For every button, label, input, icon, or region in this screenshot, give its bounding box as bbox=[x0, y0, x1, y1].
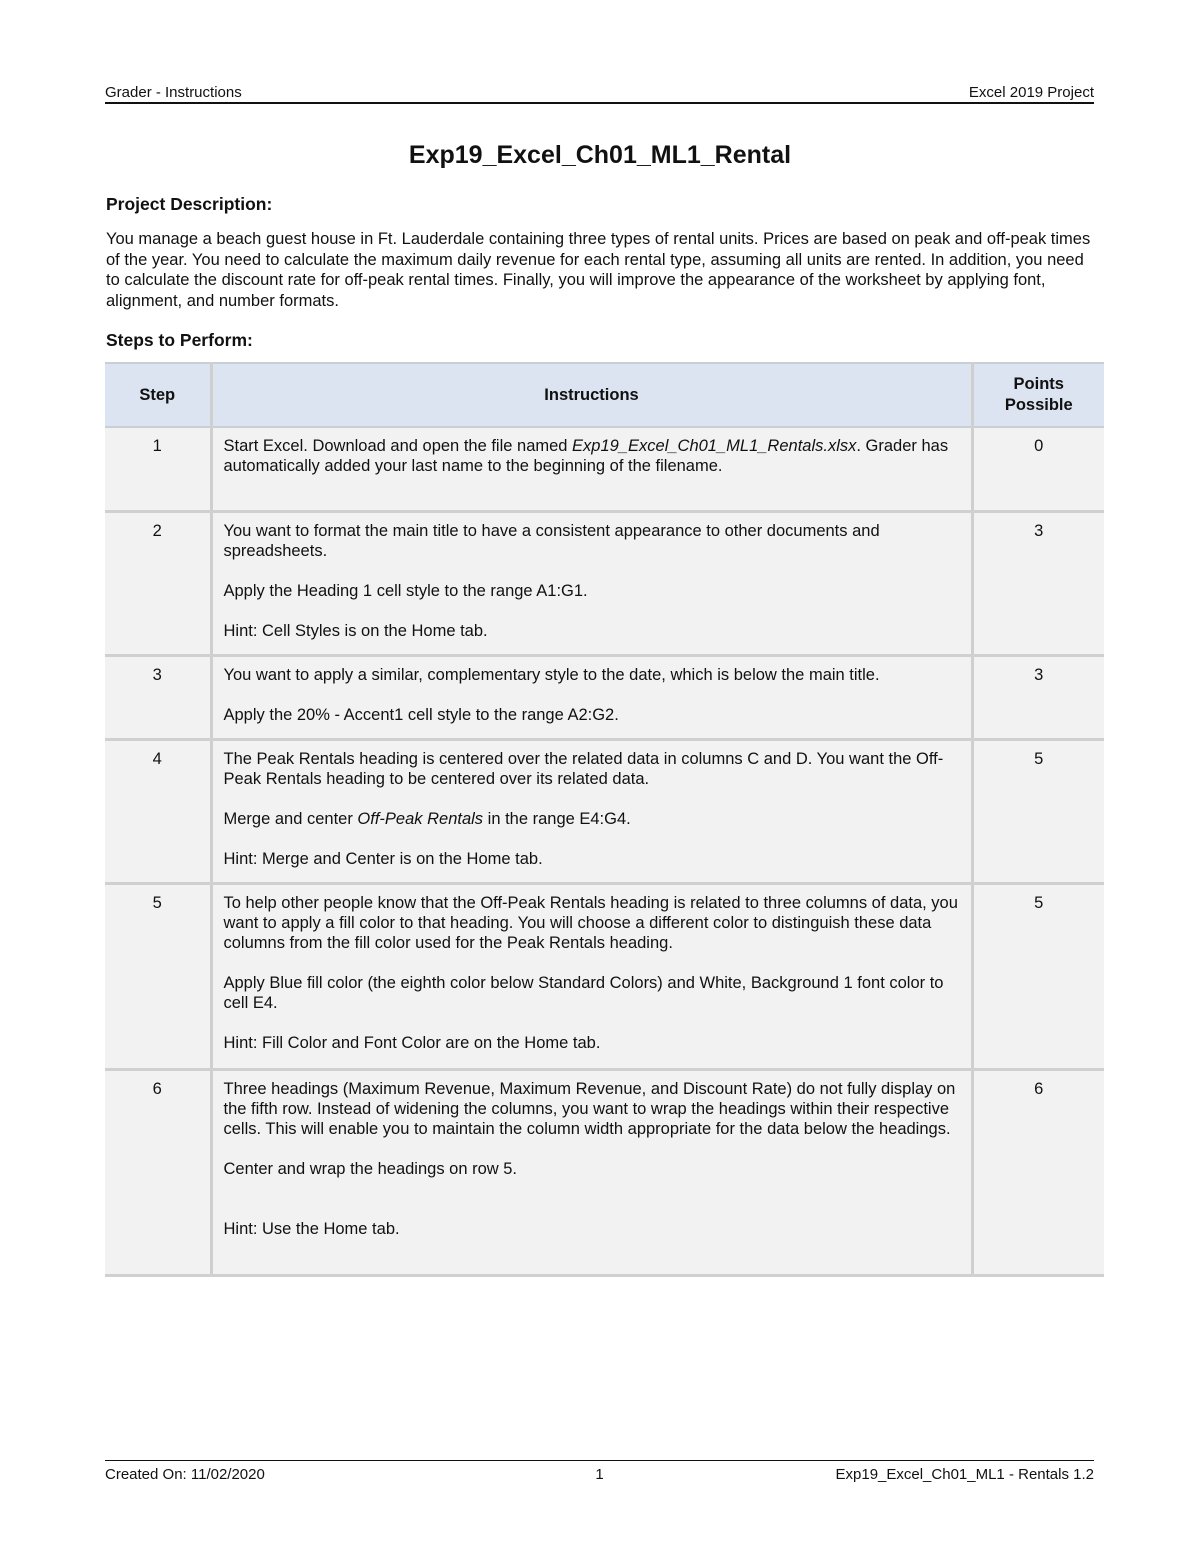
points-possible: 6 bbox=[972, 1069, 1104, 1275]
step-number: 2 bbox=[105, 511, 211, 655]
instruction-paragraph: Center and wrap the headings on row 5. bbox=[223, 1159, 518, 1178]
footer-created-on: Created On: 11/02/2020 bbox=[105, 1466, 265, 1483]
table-row bbox=[105, 655, 1104, 739]
table-row bbox=[105, 883, 1104, 1069]
header-left: Grader - Instructions bbox=[105, 84, 242, 101]
project-description-text: You manage a beach guest house in Ft. Lauderdale containing three types of rental units. Prices are based on peak and off-peak times of the year. You need to calculate the maximum daily revenue for each rental type, assuming all units are rented. In addition, you need to calculate the discount rate for off-peak rental times. Finally, you will improve the appearance of the worksheet by applying font, alignment, and number formats. bbox=[106, 230, 1091, 310]
step-instructions bbox=[211, 511, 972, 655]
instruction-paragraph: Apply the 20% - Accent1 cell style to the range A2:G2. bbox=[223, 705, 619, 724]
page-footer bbox=[105, 1460, 1094, 1485]
page-header bbox=[105, 82, 1094, 104]
steps-table bbox=[105, 362, 1104, 1277]
instruction-hint: Hint: Cell Styles is on the Home tab. bbox=[223, 621, 488, 640]
step-instructions bbox=[211, 1069, 972, 1275]
project-description-heading: Project Description: bbox=[106, 194, 273, 214]
points-possible: 0 bbox=[972, 427, 1104, 511]
points-possible: 5 bbox=[972, 739, 1104, 883]
step-number: 5 bbox=[105, 883, 211, 1069]
instruction-hint: Hint: Fill Color and Font Color are on the Home tab. bbox=[223, 1033, 601, 1052]
instruction-paragraph: Apply Blue fill color (the eighth color below Standard Colors) and White, Background 1 font color to cell E4. bbox=[223, 973, 944, 1012]
table-row bbox=[105, 511, 1104, 655]
table-row bbox=[105, 427, 1104, 511]
col-header-step: Step bbox=[105, 363, 211, 427]
footer-page-number: 1 bbox=[595, 1466, 604, 1483]
step-instructions bbox=[211, 883, 972, 1069]
points-possible: 5 bbox=[972, 883, 1104, 1069]
instruction-hint: Hint: Merge and Center is on the Home tab. bbox=[223, 849, 543, 868]
instruction-paragraph: Start Excel. Download and open the file named Exp19_Excel_Ch01_ML1_Rentals.xlsx. Grader has automatically added your last name to the beginning of the filename. bbox=[223, 437, 949, 475]
step-number: 6 bbox=[105, 1069, 211, 1275]
instruction-paragraph: The Peak Rentals heading is centered over the related data in columns C and D. You want the Off-Peak Rentals heading to be centered over its related data. bbox=[223, 749, 944, 788]
italic-term: Off-Peak Rentals bbox=[357, 809, 484, 828]
document-title: Exp19_Excel_Ch01_ML1_Rental bbox=[408, 141, 792, 169]
table-row bbox=[105, 739, 1104, 883]
table-header-row bbox=[105, 363, 1104, 427]
instruction-paragraph: Merge and center Off-Peak Rentals in the range E4:G4. bbox=[223, 809, 631, 828]
instruction-hint: Hint: Use the Home tab. bbox=[223, 1219, 400, 1238]
col-header-points: Points Possible bbox=[972, 363, 1104, 427]
instruction-paragraph: Three headings (Maximum Revenue, Maximum Revenue, and Discount Rate) do not fully display on the fifth row. Instead of widening the columns, you want to wrap the headings within their respective cells. This will enable you to maintain the column width appropriate for the data below the headings. bbox=[223, 1079, 956, 1138]
file-name: Exp19_Excel_Ch01_ML1_Rentals.xlsx bbox=[572, 437, 857, 455]
points-possible: 3 bbox=[972, 655, 1104, 739]
header-right: Excel 2019 Project bbox=[968, 84, 1094, 101]
step-number: 3 bbox=[105, 655, 211, 739]
step-number: 1 bbox=[105, 427, 211, 511]
points-possible: 3 bbox=[972, 511, 1104, 655]
table-row bbox=[105, 1069, 1104, 1275]
steps-heading: Steps to Perform: bbox=[106, 330, 253, 350]
instruction-paragraph: You want to apply a similar, complementary style to the date, which is below the main title. bbox=[223, 665, 880, 684]
instruction-paragraph: You want to format the main title to have a consistent appearance to other documents and spreadsheets. bbox=[223, 521, 880, 560]
step-number: 4 bbox=[105, 739, 211, 883]
col-header-instructions: Instructions bbox=[211, 363, 972, 427]
step-instructions bbox=[211, 739, 972, 883]
step-instructions bbox=[211, 427, 972, 511]
instruction-paragraph: To help other people know that the Off-Peak Rentals heading is related to three columns of data, you want to apply a fill color to that heading. You will choose a different color to distinguish these data columns from the fill color used for the Peak Rentals heading. bbox=[223, 893, 958, 952]
step-instructions bbox=[211, 655, 972, 739]
footer-version: Exp19_Excel_Ch01_ML1 - Rentals 1.2 bbox=[835, 1466, 1094, 1483]
instruction-paragraph: Apply the Heading 1 cell style to the range A1:G1. bbox=[223, 581, 588, 600]
